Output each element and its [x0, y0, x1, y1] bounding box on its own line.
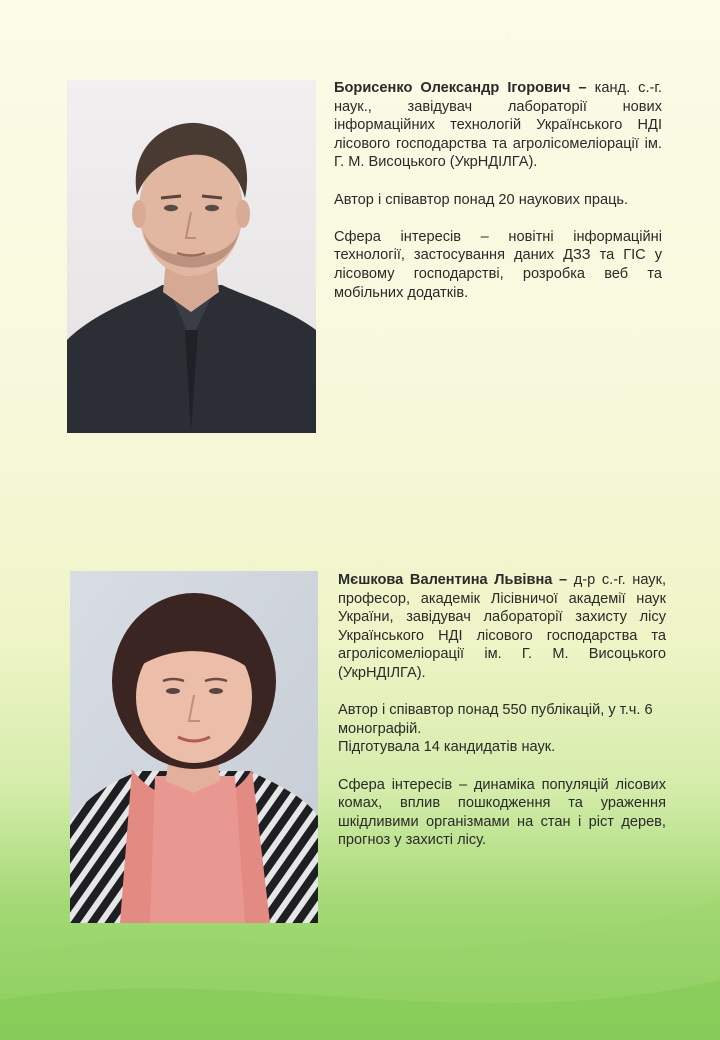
- author-1-bio: [334, 79, 662, 321]
- author-1-publications: Автор і співавтор понад 20 наукових праць.: [334, 191, 629, 208]
- author-2-publications-line2: Підготувала 14 кандидатів наук.: [338, 739, 556, 756]
- author-1-interests: Сфера інтересів – новітні інформаційні технології, застосування даних ДЗЗ та ГІС у лісовому господарстві, розробка веб та мобільних додатків.: [334, 228, 662, 301]
- author-2-position: д-р с.-г. наук, професор, академік Лісівничої академії наук України, завідувач лабораторії захисту лісу Українського НДІ лісового господарства та агролісомеліорації ім. Г. М. Висоцького (УкрНДІЛГА).: [338, 572, 667, 681]
- author-2-header: [338, 571, 666, 683]
- author-2-publications-line1: Автор і співавтор понад 550 публікацій, у т.ч. 6 монографій.: [338, 702, 653, 737]
- author-2-interests: Сфера інтересів – динаміка популяцій лісових комах, вплив пошкодження та ураження шкідливими організмами на стан і ріст дерев, прогноз у захисті лісу.: [338, 776, 666, 849]
- author-1-portrait: [67, 80, 316, 433]
- author-2-name: Мєшкова Валентина Львівна –: [338, 572, 568, 588]
- author-2-bio: [338, 571, 666, 869]
- author-1-header: [334, 79, 662, 172]
- author-2-publications: [338, 701, 666, 757]
- author-1-name: Борисенко Олександр Ігорович –: [334, 80, 587, 96]
- author-1-position: канд. с.-г. наук., завідувач лабораторії нових інформаційних технологій Українського НДІ лісового господарства та агролісомеліорації ім. Г. М. Висоцького (УкрНДІЛГА).: [334, 80, 662, 171]
- author-2-portrait: [70, 571, 318, 923]
